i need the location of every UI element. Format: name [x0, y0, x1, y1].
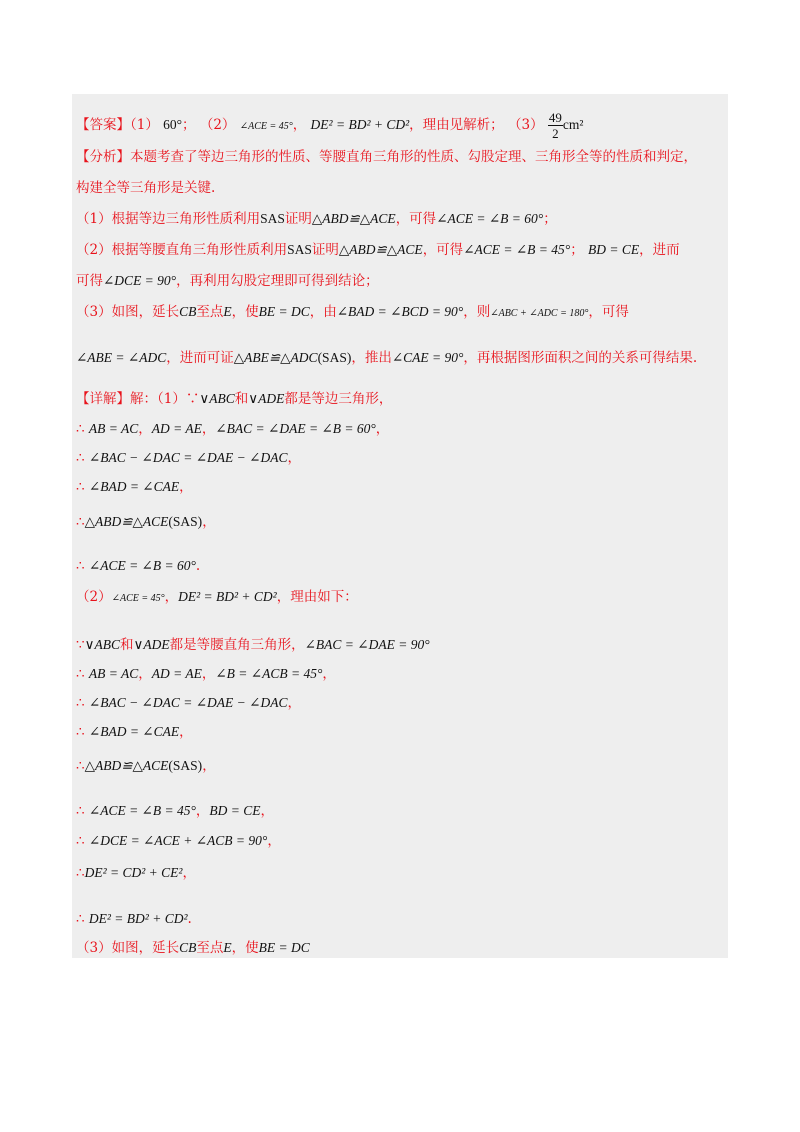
detail-line-17 [76, 939, 310, 957]
math: ∠ACE = ∠B = 60° [88, 558, 196, 573]
answer-sep: ； [182, 117, 196, 133]
detail-line-6 [76, 557, 200, 575]
detail-line-5 [76, 513, 216, 531]
math: ∠ACE = 45° [111, 593, 165, 604]
text: （3）如图，延长 [76, 940, 180, 956]
text: ，再利用勾股定理即可得到结论； [176, 273, 379, 289]
text: ，使 [231, 304, 259, 320]
text: 和 [234, 391, 249, 407]
detail-line-13 [76, 802, 274, 820]
math: ∠ACE = ∠B = 45° [463, 242, 571, 257]
analysis-line-7 [76, 349, 697, 367]
math: AD = AE [151, 421, 202, 436]
math: BE = DC [258, 940, 310, 955]
text: ； [570, 242, 584, 258]
math: △ABD≌△ACE [338, 242, 423, 257]
text: 解：（1） [130, 391, 186, 407]
detail-line-10 [76, 694, 301, 712]
answer-label: 【答案】 [76, 117, 130, 133]
math: BD = CE [587, 242, 640, 257]
therefore-symbol: ∴ [76, 803, 85, 819]
answer-part2-angle: ∠ACE = 45° [239, 121, 293, 132]
math: △ABD≌△ACE [84, 514, 169, 529]
analysis-line-4 [76, 241, 680, 259]
text: 证明 [311, 242, 339, 258]
fraction-numerator: 49 [548, 110, 562, 125]
text: ； [543, 211, 557, 227]
text: 至点 [196, 940, 224, 956]
answer-part2-label: （2） [199, 117, 236, 133]
text: ， [179, 479, 193, 495]
text: 都是等腰直角三角形， [169, 637, 305, 653]
therefore-symbol: ∴ [76, 833, 85, 849]
text: （3）如图，延长 [76, 304, 180, 320]
analysis-line-3 [76, 210, 557, 228]
text: ， [179, 724, 193, 740]
therefore-symbol: ∴ [76, 558, 85, 574]
detail-line-7 [76, 588, 358, 608]
math: (SAS) [168, 758, 203, 773]
therefore-symbol: ∴ [76, 479, 85, 495]
math: E [223, 304, 232, 319]
math: ∠ABC + ∠ADC = 180° [490, 308, 589, 319]
text: ， [138, 421, 152, 437]
math: ∨ADE [248, 391, 285, 406]
therefore-symbol: ∴ [76, 514, 85, 530]
analysis-text-2: 构建全等三角形是关键. [76, 180, 216, 196]
text: ，推出 [351, 350, 392, 366]
math: DE² = BD² + CD² [88, 911, 188, 926]
detail-line-3 [76, 449, 301, 467]
therefore-symbol: ∴ [76, 865, 85, 881]
detail-line-9 [76, 665, 336, 683]
text: ， [267, 833, 281, 849]
text: （2） [76, 589, 112, 605]
text: 和 [119, 637, 134, 653]
analysis-line-2 [76, 179, 215, 197]
math: ∠BAC − ∠DAC = ∠DAE − ∠DAC [88, 450, 288, 465]
text: ， [322, 666, 336, 682]
sas: SAS [260, 211, 285, 226]
text: ，进而 [639, 242, 680, 258]
analysis-line-6 [76, 303, 629, 323]
math: ∨ADE [133, 637, 170, 652]
math: (SAS) [168, 514, 203, 529]
text: ，可得 [422, 242, 464, 258]
answer-line: 【答案】（1） 60°； （2） ∠ACE = 45°， DE² = BD² + CD²，理由见解析； （3） $\frac{49}{2}$ cm² [76, 110, 584, 141]
text: 可得 [76, 273, 103, 289]
math: CB [179, 304, 197, 319]
therefore-symbol: ∴ [76, 666, 85, 682]
text: ，可得 [588, 304, 629, 320]
answer-part2-equation: DE² = BD² + CD² [310, 117, 410, 132]
math: ∠ACE = ∠B = 45° [88, 803, 196, 818]
math: ∠BAD = ∠CAE [88, 724, 180, 739]
detail-line-12 [76, 757, 216, 775]
text: ， [164, 589, 179, 605]
answer-reason: ，理由见解析； [409, 117, 504, 133]
analysis-line-1 [76, 148, 697, 166]
math: ∠ABE = ∠ADC [76, 350, 167, 365]
text: 证明 [284, 211, 312, 227]
therefore-symbol: ∴ [76, 724, 85, 740]
text: . [195, 558, 201, 574]
math: ∠BAD = ∠CAE [88, 479, 180, 494]
text: ， [195, 803, 210, 819]
math: ∠ACE = ∠B = 60° [436, 211, 544, 226]
math: ∠BAC − ∠DAC = ∠DAE − ∠DAC [88, 695, 288, 710]
math: △ABD≌△ACE [311, 211, 396, 226]
math: △ABD≌△ACE [84, 758, 169, 773]
math: AB = AC [88, 421, 139, 436]
therefore-symbol: ∴ [76, 450, 85, 466]
math: CB [179, 940, 197, 955]
therefore-symbol: ∴ [76, 758, 85, 774]
text: ，进而可证 [166, 350, 234, 366]
text: 至点 [196, 304, 224, 320]
math: ∠BAD = ∠BCD = 90° [336, 304, 464, 319]
text: ， [201, 666, 216, 682]
therefore-symbol: ∴ [76, 911, 85, 927]
text: ，可得 [395, 211, 437, 227]
text: ，再根据图形面积之间的关系可得结果. [463, 350, 698, 366]
math: ∠CAE = 90° [391, 350, 464, 365]
analysis-line-5 [76, 272, 379, 290]
analysis-text-1: 本题考查了等边三角形的性质、等腰直角三角形的性质、勾股定理、三角形全等的性质和判定， [130, 149, 697, 165]
text: ，则 [463, 304, 491, 320]
detail-line-16 [76, 910, 192, 928]
text: ， [202, 514, 216, 530]
math: ∠B = ∠ACB = 45° [215, 666, 323, 681]
detail-line-14 [76, 832, 281, 850]
fraction-denominator: 2 [552, 126, 559, 141]
answer-part1-value: 60° [163, 117, 183, 132]
therefore-symbol: ∴ [76, 421, 85, 437]
math: ∨ABC [199, 391, 235, 406]
text: ， [375, 421, 390, 437]
text: ， [138, 666, 152, 682]
text: . [187, 911, 192, 927]
analysis-label: 【分析】 [76, 149, 130, 165]
because-symbol: ∵ [185, 391, 200, 407]
math: ∠DCE = ∠ACE + ∠ACB = 90° [88, 833, 268, 848]
math: ∠DCE = 90° [103, 273, 177, 288]
detail-line-4 [76, 478, 193, 496]
therefore-symbol: ∴ [76, 695, 85, 711]
text: （1）根据等边三角形性质利用 [76, 211, 261, 227]
math: (SAS) [317, 350, 352, 365]
math: △ABE≌△ADC [233, 350, 318, 365]
math: BD = CE [209, 803, 261, 818]
math: AD = AE [151, 666, 202, 681]
detail-line-1 [76, 390, 392, 408]
because-symbol: ∵ [76, 637, 85, 653]
answer-unit: cm² [562, 117, 584, 132]
sas: SAS [287, 242, 312, 257]
answer-fraction [548, 110, 563, 141]
answer-part3-label: （3） [507, 117, 544, 133]
detail-line-11 [76, 723, 193, 741]
text: 都是等边三角形， [284, 391, 393, 407]
math: ∠BAC = ∠DAE = 90° [304, 637, 430, 652]
math: BE = DC [258, 304, 310, 319]
text: ， [182, 865, 196, 881]
text: ， [287, 695, 301, 711]
math: ∨ABC [84, 637, 120, 652]
math: DE² = BD² + CD² [178, 589, 277, 604]
detail-label: 【详解】 [76, 391, 130, 407]
text: ，理由如下： [276, 589, 358, 605]
text: （2）根据等腰直角三角形性质利用 [76, 242, 288, 258]
detail-line-2 [76, 420, 389, 438]
math: DE² = CD² + CE² [84, 865, 183, 880]
math: E [223, 940, 232, 955]
math: ∠BAC = ∠DAE = ∠B = 60° [215, 421, 376, 436]
text: ，由 [309, 304, 337, 320]
text: ， [202, 758, 216, 774]
answer-part1-label: （1） [130, 117, 159, 133]
text: ， [287, 450, 301, 466]
detail-line-15 [76, 864, 196, 882]
text: ，使 [231, 940, 259, 956]
text: ， [260, 803, 274, 819]
math: AB = AC [88, 666, 139, 681]
detail-line-8 [76, 636, 430, 654]
text: ， [201, 421, 216, 437]
